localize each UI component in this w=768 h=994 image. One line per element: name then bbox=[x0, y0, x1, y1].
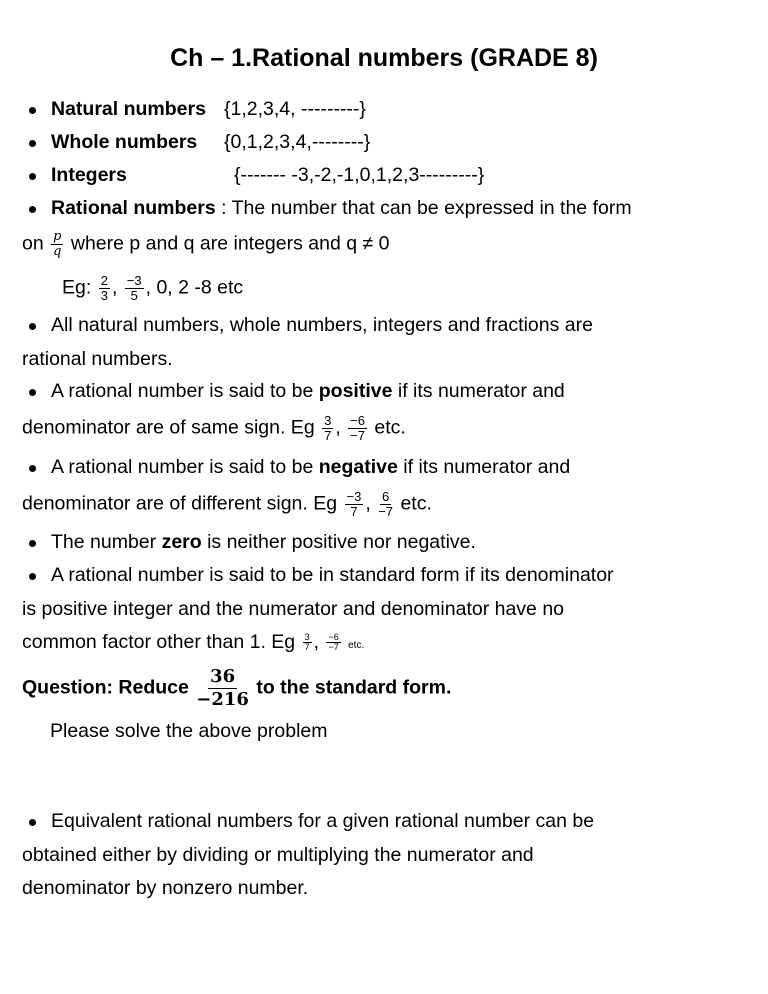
positive-line2: denominator are of same sign. Eg $\frac{3}{7}$ , $\frac{-6}{-7}$ etc. bbox=[22, 413, 406, 443]
bullet-whole: Whole numbers {0,1,2,3,4,--------} bbox=[22, 131, 197, 154]
fraction-p-q: $\frac{p}{q}$ bbox=[53, 229, 62, 259]
equivalent-line3: denominator by nonzero number. bbox=[22, 877, 309, 899]
bullet-all: All natural numbers, whole numbers, integers and fractions are bbox=[22, 314, 593, 337]
equivalent-line2: obtained either by dividing or multiplying the numerator and bbox=[22, 844, 534, 866]
bullet-integers: Integers {------- -3,-2,-1,0,1,2,3---------} bbox=[22, 164, 127, 187]
standard-line3: common factor other than 1. Eg $\frac{3}{7}$ , $\frac{-6}{-7}$ etc. bbox=[22, 631, 365, 653]
all-line2: rational numbers. bbox=[22, 348, 173, 370]
rational-definition-line: on $\frac{p}{q}$ where p and q are integers and q ≠ 0 bbox=[22, 229, 390, 259]
question: Question: Reduce $\frac{36}{-216}$ to the standard form. bbox=[22, 666, 452, 710]
bullet-rational: Rational numbers : The number that can be expressed in the form bbox=[22, 197, 632, 220]
bullet-negative: A rational number is said to be negative if its numerator and bbox=[22, 456, 570, 479]
page-title: Ch – 1.Rational numbers (GRADE 8) bbox=[170, 44, 598, 72]
bullet-natural: Natural numbers {1,2,3,4, ---------} bbox=[22, 98, 206, 121]
rational-examples: Eg: $\frac{2}{3}$ , $\frac{-3}{5}$ , 0, 2 -8 etc bbox=[62, 273, 244, 303]
solve-prompt: Please solve the above problem bbox=[50, 720, 328, 742]
bullet-zero: The number zero is neither positive nor negative. bbox=[22, 531, 476, 554]
bullet-standard: A rational number is said to be in standard form if its denominator bbox=[22, 564, 614, 587]
standard-line2: is positive integer and the numerator and denominator have no bbox=[22, 598, 565, 620]
bullet-equivalent: Equivalent rational numbers for a given rational number can be bbox=[22, 810, 594, 833]
bullet-positive: A rational number is said to be positive if its numerator and bbox=[22, 380, 565, 403]
negative-line2: denominator are of different sign. Eg $\frac{-3}{7}$ , $\frac{6}{-7}$ etc. bbox=[22, 489, 432, 519]
